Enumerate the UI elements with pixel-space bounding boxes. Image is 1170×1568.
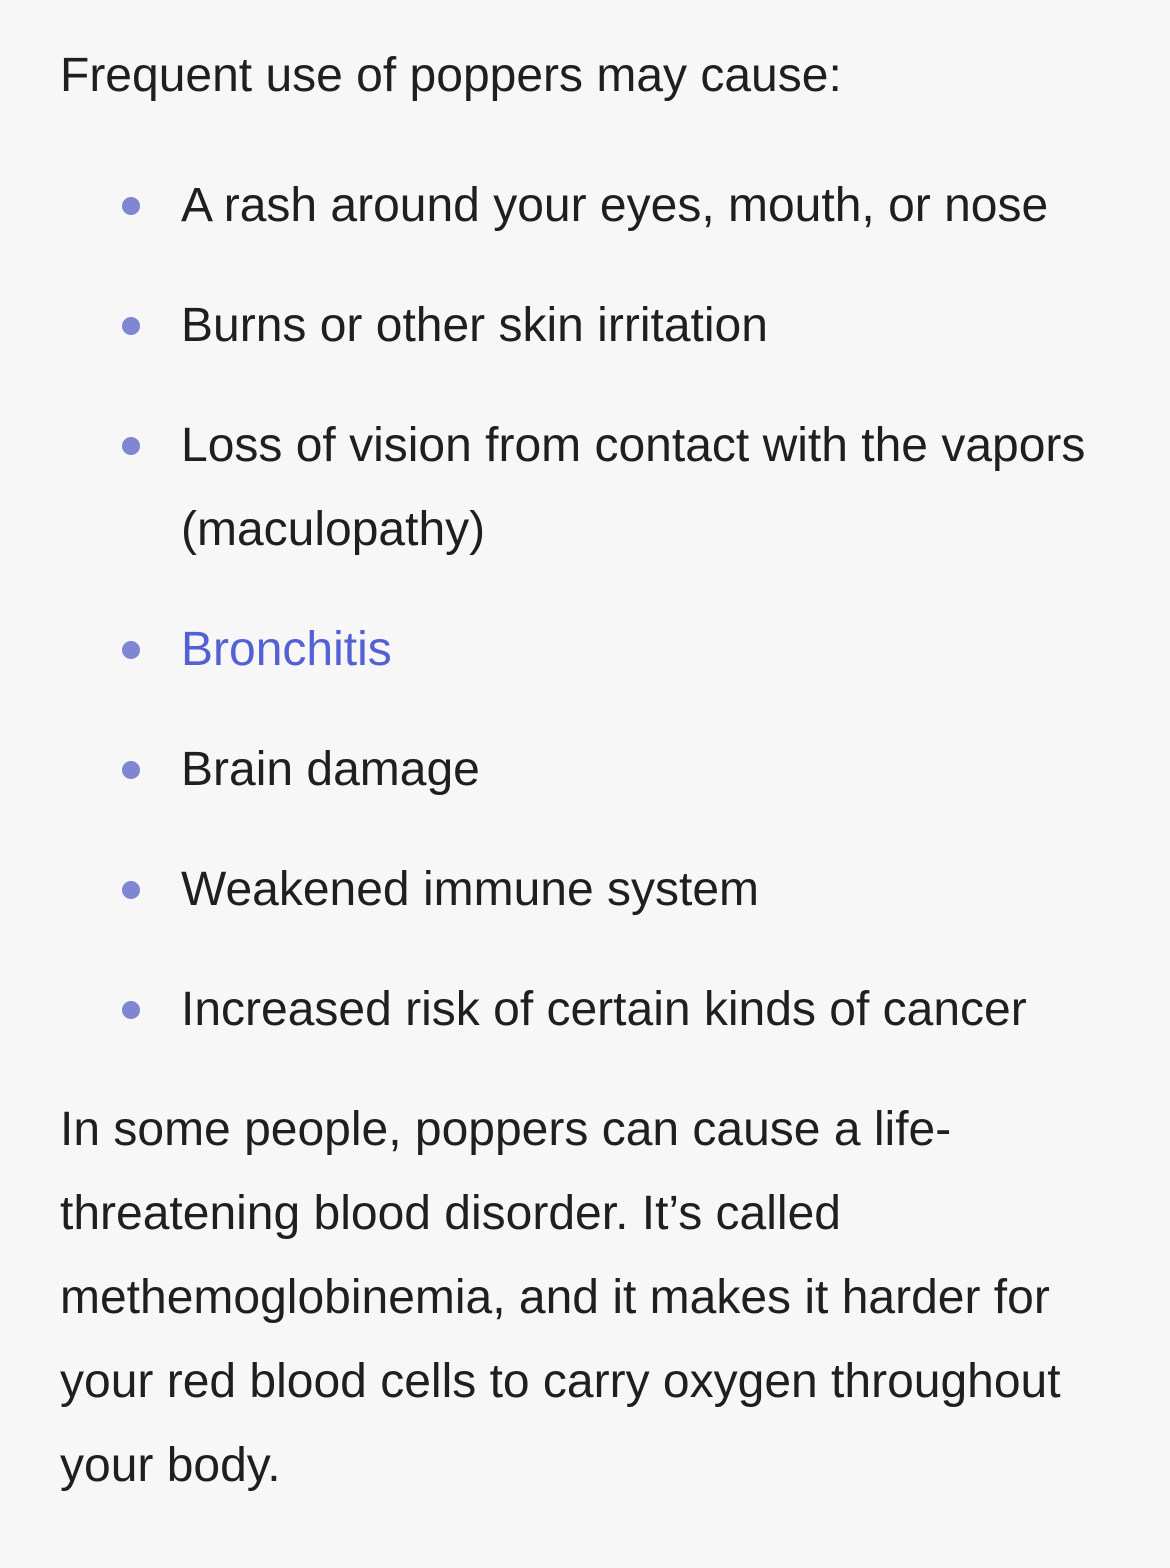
outro-paragraph: In some people, poppers can cause a life-threatening blood disorder. It’s called methemoglobinemia, and it makes it harder for your red blood cells to carry oxygen throughout your body. <box>60 1103 1061 1492</box>
bullet-icon <box>122 761 140 779</box>
list-item <box>60 968 1130 1052</box>
list-item <box>60 404 1130 572</box>
list-item <box>60 164 1130 248</box>
list-item-text: Weakened immune system <box>181 863 760 916</box>
article-body <box>60 0 1130 1508</box>
effects-list <box>60 164 1130 1052</box>
bullet-icon <box>122 1001 140 1019</box>
bullet-icon <box>122 641 140 659</box>
list-item <box>60 848 1130 932</box>
list-item <box>60 728 1130 812</box>
list-item-text: Brain damage <box>181 743 480 796</box>
bullet-icon <box>122 317 140 335</box>
list-item-text: Increased risk of certain kinds of cancer <box>181 983 1027 1036</box>
list-item-text: Loss of vision from contact with the vapors (maculopathy) <box>181 419 1086 556</box>
bronchitis-link[interactable]: Bronchitis <box>181 623 392 676</box>
bullet-icon <box>122 881 140 899</box>
bullet-icon <box>122 437 140 455</box>
list-item <box>60 608 1130 692</box>
list-item-text: A rash around your eyes, mouth, or nose <box>181 179 1049 232</box>
bullet-icon <box>122 197 140 215</box>
intro-paragraph: Frequent use of poppers may cause: <box>60 49 842 102</box>
list-item <box>60 284 1130 368</box>
list-item-text: Burns or other skin irritation <box>181 299 768 352</box>
